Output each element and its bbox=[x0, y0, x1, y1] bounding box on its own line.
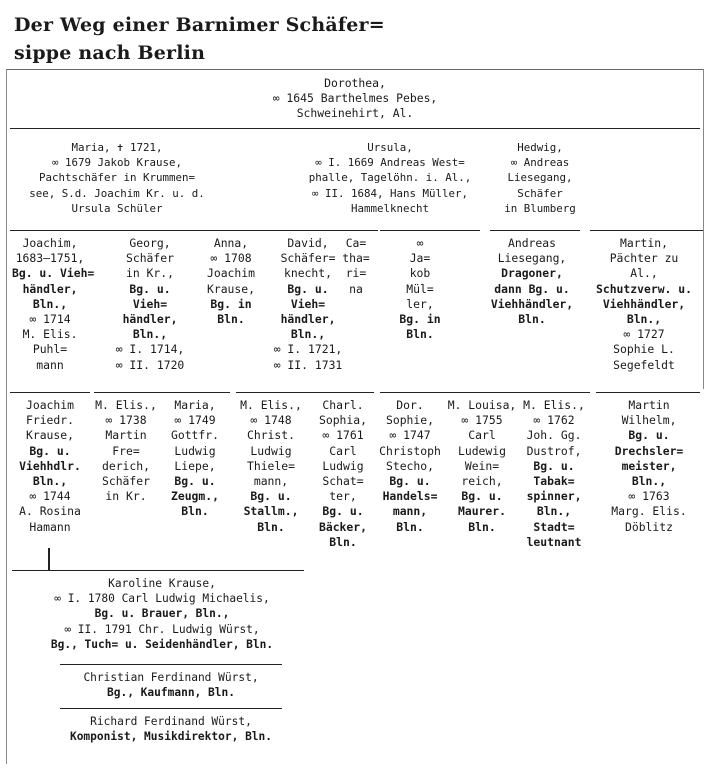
entry-text-line: ter, bbox=[329, 489, 357, 504]
entry-text-line: ∞ I. 1669 Andreas West= bbox=[315, 156, 465, 170]
entry-text-line: Bln. bbox=[181, 504, 209, 519]
entry-text-line: M. Louisa, bbox=[447, 398, 517, 412]
entry-text-line: Maurer. bbox=[457, 504, 506, 519]
entry-text-line: Viehhdlr. bbox=[19, 458, 81, 473]
entry-text-line: Dustrof, bbox=[526, 443, 582, 458]
david-children-connector bbox=[236, 392, 374, 393]
entry-text-line: Viehhändler, bbox=[602, 296, 686, 311]
entry-text-line: M. Elis. bbox=[22, 327, 78, 342]
person-m-elis-1738 bbox=[94, 398, 158, 504]
georg-children-connector bbox=[94, 392, 230, 393]
entry-text-line: Gottfr. bbox=[170, 428, 219, 443]
christian-connector bbox=[60, 664, 282, 665]
martin-branch-connector bbox=[590, 230, 703, 231]
entry-text-line: Charl. bbox=[322, 398, 364, 412]
entry-text-line: ∞ 1755 bbox=[461, 413, 503, 428]
entry-text-line: Hedwig, bbox=[517, 141, 563, 154]
entry-text-line: händler, bbox=[280, 312, 336, 327]
entry-text-line: Schat= bbox=[322, 474, 364, 489]
entry-text-line: ∞ II. 1731 bbox=[273, 357, 343, 372]
gen1-connector bbox=[10, 128, 700, 129]
entry-text-line: Maria, bbox=[174, 398, 216, 412]
person-joachim bbox=[12, 236, 95, 373]
person-charl-sophia bbox=[308, 398, 378, 550]
entry-text-line: 1683—1751, bbox=[15, 251, 85, 266]
entry-text-line: Tabak= bbox=[533, 474, 575, 489]
entry-text-line: Thiele= bbox=[246, 458, 295, 473]
entry-text-line: Bg., Tuch= u. Seidenhändler, Bln. bbox=[50, 637, 274, 651]
entry-text-line: na bbox=[349, 281, 363, 296]
entry-text-line: A. Rosina bbox=[19, 504, 81, 519]
entry-text-line: Carl bbox=[329, 443, 357, 458]
entry-text-line: kob bbox=[409, 266, 431, 281]
person-georg bbox=[110, 236, 190, 373]
entry-text-line: Bg. u. Vieh= bbox=[12, 266, 95, 281]
entry-text-line: Stecho, bbox=[385, 458, 434, 473]
entry-text-line: ∞ 1749 bbox=[174, 413, 216, 428]
karoline-connector bbox=[12, 570, 304, 571]
entry-text-line: Al., bbox=[630, 266, 658, 281]
entry-text-line: ∞ 1763 bbox=[628, 489, 670, 504]
frame-left-line bbox=[6, 69, 7, 764]
entry-text-line: Fre= bbox=[112, 443, 140, 458]
entry-text-line: Schäfer bbox=[101, 474, 150, 489]
entry-text-line: Bln., bbox=[536, 504, 572, 519]
entry-text-line: Schweinehirt, Al. bbox=[296, 106, 414, 121]
entry-text-line: Bg. u. bbox=[174, 474, 216, 489]
martin-children-connector bbox=[596, 392, 700, 393]
person-richard bbox=[60, 714, 282, 744]
entry-text-line: Puhl= bbox=[32, 342, 68, 357]
entry-text-line: Bln., bbox=[32, 474, 68, 489]
entry-text-line: Vieh= bbox=[290, 296, 326, 311]
person-maria-1749 bbox=[160, 398, 230, 520]
entry-text-line: Bg. u. bbox=[29, 443, 71, 458]
entry-text-line: Hammelknecht bbox=[350, 201, 429, 215]
entry-text-line: Bäcker, bbox=[318, 519, 367, 534]
entry-text-line: in Kr., bbox=[125, 266, 174, 281]
entry-text-line: Karoline Krause, bbox=[108, 577, 216, 590]
entry-text-line: Dor. bbox=[396, 398, 424, 412]
entry-text-line: knecht, bbox=[283, 266, 332, 281]
entry-text-line: ri= bbox=[345, 266, 367, 281]
entry-text-line: M. Elis., bbox=[523, 398, 585, 412]
entry-text-line: Bln., bbox=[631, 474, 667, 489]
entry-text-line: Wein= bbox=[464, 458, 500, 473]
entry-text-line: M. Elis., bbox=[95, 398, 157, 412]
person-dor-sophie bbox=[370, 398, 450, 535]
entry-text-line: Bln. bbox=[468, 519, 496, 534]
entry-text-line: Bln. bbox=[406, 327, 434, 342]
entry-text-line: Stadt= bbox=[533, 519, 575, 534]
entry-text-line: phalle, Tagelöhn. i. Al., bbox=[308, 171, 472, 185]
person-andreas bbox=[482, 236, 582, 327]
person-karoline bbox=[12, 576, 312, 652]
person-martin bbox=[588, 236, 700, 373]
entry-text-line: Ja= bbox=[409, 251, 431, 266]
entry-text-line: see, S.d. Joachim Kr. u. d. bbox=[29, 186, 205, 200]
entry-text-line: mann bbox=[36, 357, 64, 372]
entry-text-line: ∞ I. 1780 Carl Ludwig Michaelis, bbox=[54, 592, 270, 606]
entry-text-line: Schäfer= bbox=[280, 251, 336, 266]
entry-text-line: derich, bbox=[101, 458, 150, 473]
person-joachim-friedr bbox=[12, 398, 88, 535]
person-martin-wilhelm bbox=[594, 398, 704, 535]
entry-text-line: Anna, bbox=[213, 236, 249, 250]
person-dorothea bbox=[260, 76, 450, 122]
entry-text-line: Stallm., bbox=[243, 504, 299, 519]
entry-text-line: reich, bbox=[461, 474, 503, 489]
person-hedwig bbox=[490, 140, 590, 216]
entry-text-line: ∞ II. 1684, Hans Müller, bbox=[311, 186, 468, 200]
entry-text-line: Liesegang, bbox=[497, 251, 567, 266]
entry-text-line: Komponist, Musikdirektor, Bln. bbox=[69, 730, 273, 744]
entry-text-line: Andreas bbox=[507, 236, 556, 250]
entry-text-line: Bln. bbox=[217, 312, 245, 327]
entry-text-line: Bg. u. bbox=[389, 474, 431, 489]
entry-text-line: ∞ 1679 Jakob Krause, bbox=[51, 156, 182, 170]
joachim-friedr-descent-line bbox=[48, 548, 50, 570]
entry-text-line: Ludwig bbox=[174, 443, 216, 458]
entry-text-line: Bg. in bbox=[210, 296, 252, 311]
entry-text-line: ∞ 1747 bbox=[389, 428, 431, 443]
entry-text-line: mann, bbox=[392, 504, 428, 519]
entry-text-line: Bg., Kaufmann, Bln. bbox=[107, 686, 235, 700]
title-line-1: Der Weg einer Barnimer Schäfer= bbox=[14, 14, 385, 36]
frame-right-line bbox=[703, 69, 704, 389]
entry-text-line: ler, bbox=[406, 296, 434, 311]
entry-text-line: Bg. u. bbox=[287, 281, 329, 296]
entry-text-line: Bg. u. bbox=[461, 489, 503, 504]
richard-connector bbox=[60, 708, 282, 709]
entry-text-line: ∞ 1744 bbox=[29, 489, 71, 504]
entry-text-line: Sophie L. bbox=[613, 342, 675, 357]
entry-text-line: spinner, bbox=[526, 489, 582, 504]
entry-text-line: Georg, bbox=[129, 236, 171, 250]
entry-text-line: Pächter zu bbox=[609, 251, 679, 266]
entry-text-line: in Kr. bbox=[105, 489, 147, 504]
entry-text-line: Bg. u. bbox=[129, 281, 171, 296]
entry-text-line: in Blumberg bbox=[504, 201, 576, 215]
entry-text-line: M. Elis., bbox=[240, 398, 302, 412]
entry-text-line: Ludwig bbox=[250, 443, 292, 458]
person-m-elis-1762 bbox=[516, 398, 592, 550]
entry-text-line: Joh. Gg. bbox=[526, 428, 582, 443]
entry-text-line: Martin bbox=[105, 428, 147, 443]
entry-text-line: Mül= bbox=[406, 281, 434, 296]
entry-text-line: ∞ 1727 bbox=[623, 327, 665, 342]
entry-text-line: dann Bg. u. bbox=[494, 281, 570, 296]
entry-text-line: meister, bbox=[621, 458, 677, 473]
entry-text-line: Joachim bbox=[25, 398, 74, 412]
entry-text-line: ∞ bbox=[416, 236, 424, 250]
person-catharina bbox=[338, 236, 374, 297]
entry-text-line: ∞ I. 1714, bbox=[115, 342, 185, 357]
jakob-children-connector bbox=[380, 392, 590, 393]
entry-text-line: ∞ I. 1721, bbox=[273, 342, 343, 357]
entry-text-line: tha= bbox=[342, 251, 370, 266]
entry-text-line: ∞ 1708 bbox=[210, 251, 252, 266]
entry-text-line: Wilhelm, bbox=[621, 413, 677, 428]
entry-text-line: Vieh= bbox=[132, 296, 168, 311]
entry-text-line: ∞ II. 1720 bbox=[115, 357, 185, 372]
entry-text-line: Schäfer bbox=[125, 251, 174, 266]
entry-text-line: Ca= bbox=[345, 236, 367, 250]
entry-text-line: Bg. u. bbox=[628, 428, 670, 443]
entry-text-line: Carl bbox=[468, 428, 496, 443]
entry-text-line: Bln., bbox=[32, 296, 68, 311]
entry-text-line: Bg. u. bbox=[250, 489, 292, 504]
entry-text-line: ∞ II. 1791 Chr. Ludwig Würst, bbox=[64, 622, 260, 636]
entry-text-line: Liepe, bbox=[174, 458, 216, 473]
entry-text-line: Bln. bbox=[518, 312, 546, 327]
entry-text-line: Dorothea, bbox=[324, 76, 386, 90]
entry-text-line: Christian Ferdinand Würst, bbox=[83, 671, 259, 684]
entry-text-line: leutnant bbox=[526, 534, 582, 549]
entry-text-line: Sophia, bbox=[318, 413, 367, 428]
person-jakob-mueller bbox=[382, 236, 458, 342]
entry-text-line: Joachim, bbox=[22, 236, 78, 250]
entry-text-line: Maria, ✝ 1721, bbox=[71, 141, 163, 154]
frame-top-line bbox=[6, 69, 704, 70]
entry-text-line: Liesegang, bbox=[507, 171, 573, 185]
entry-text-line: Bln. bbox=[329, 534, 357, 549]
entry-text-line: Marg. Elis. bbox=[611, 504, 687, 519]
entry-text-line: Pachtschäfer in Krummen= bbox=[38, 171, 195, 185]
entry-text-line: Martin, bbox=[619, 236, 668, 250]
entry-text-line: Handels= bbox=[382, 489, 438, 504]
entry-text-line: Krause, bbox=[25, 428, 74, 443]
entry-text-line: ∞ 1761 bbox=[322, 428, 364, 443]
entry-text-line: ∞ 1748 bbox=[250, 413, 292, 428]
entry-text-line: Bg. in bbox=[399, 312, 441, 327]
entry-text-line: ∞ 1738 bbox=[105, 413, 147, 428]
entry-text-line: Ludewig bbox=[457, 443, 506, 458]
entry-text-line: Sophie, bbox=[385, 413, 434, 428]
entry-text-line: Ursula Schüler bbox=[71, 201, 163, 215]
entry-text-line: Schäfer bbox=[517, 186, 563, 200]
entry-text-line: Schutzverw. u. bbox=[595, 281, 692, 296]
entry-text-line: Bln., bbox=[290, 327, 326, 342]
entry-text-line: Bln., bbox=[626, 312, 662, 327]
entry-text-line: Döblitz bbox=[624, 519, 673, 534]
entry-text-line: Christ. bbox=[246, 428, 295, 443]
entry-text-line: mann, bbox=[253, 474, 289, 489]
person-maria bbox=[12, 140, 222, 216]
ursula-children-connector bbox=[380, 230, 480, 231]
hedwig-children-connector bbox=[490, 230, 580, 231]
entry-text-line: händler, bbox=[122, 312, 178, 327]
person-ursula bbox=[295, 140, 485, 216]
entry-text-line: David, bbox=[287, 236, 329, 250]
entry-text-line: Bln. bbox=[257, 519, 285, 534]
entry-text-line: Viehhändler, bbox=[490, 296, 574, 311]
entry-text-line: Bg. u. bbox=[533, 458, 575, 473]
entry-text-line: ∞ 1645 Barthelmes Pebes, bbox=[272, 91, 438, 106]
entry-text-line: ∞ Andreas bbox=[510, 156, 570, 170]
maria-children-connector bbox=[10, 230, 378, 231]
entry-text-line: Segefeldt bbox=[613, 357, 675, 372]
entry-text-line: Hamann bbox=[29, 519, 71, 534]
entry-text-line: Dragoner, bbox=[501, 266, 563, 281]
entry-text-line: Christoph bbox=[379, 443, 441, 458]
entry-text-line: Friedr. bbox=[25, 413, 74, 428]
entry-text-line: Bg. u. Brauer, Bln., bbox=[94, 607, 230, 621]
person-m-elis-1748 bbox=[236, 398, 306, 535]
person-david bbox=[268, 236, 348, 373]
entry-text-line: ∞ 1762 bbox=[533, 413, 575, 428]
person-anna bbox=[196, 236, 266, 327]
entry-text-line: Martin bbox=[628, 398, 670, 412]
entry-text-line: Ursula, bbox=[367, 141, 413, 154]
entry-text-line: Bg. u. bbox=[322, 504, 364, 519]
entry-text-line: händler, bbox=[22, 281, 78, 296]
entry-text-line: ∞ 1714 bbox=[29, 312, 71, 327]
title-line-2: sippe nach Berlin bbox=[14, 42, 206, 64]
person-m-louisa bbox=[442, 398, 522, 535]
entry-text-line: Ludwig bbox=[322, 458, 364, 473]
entry-text-line: Richard Ferdinand Würst, bbox=[90, 715, 252, 728]
entry-text-line: Zeugm., bbox=[170, 489, 219, 504]
entry-text-line: Drechsler= bbox=[614, 443, 684, 458]
entry-text-line: Bln., bbox=[132, 327, 168, 342]
entry-text-line: Bln. bbox=[396, 519, 424, 534]
joachim-children-connector bbox=[10, 392, 90, 393]
person-christian bbox=[60, 670, 282, 700]
entry-text-line: Joachim bbox=[206, 266, 255, 281]
entry-text-line: Krause, bbox=[206, 281, 255, 296]
